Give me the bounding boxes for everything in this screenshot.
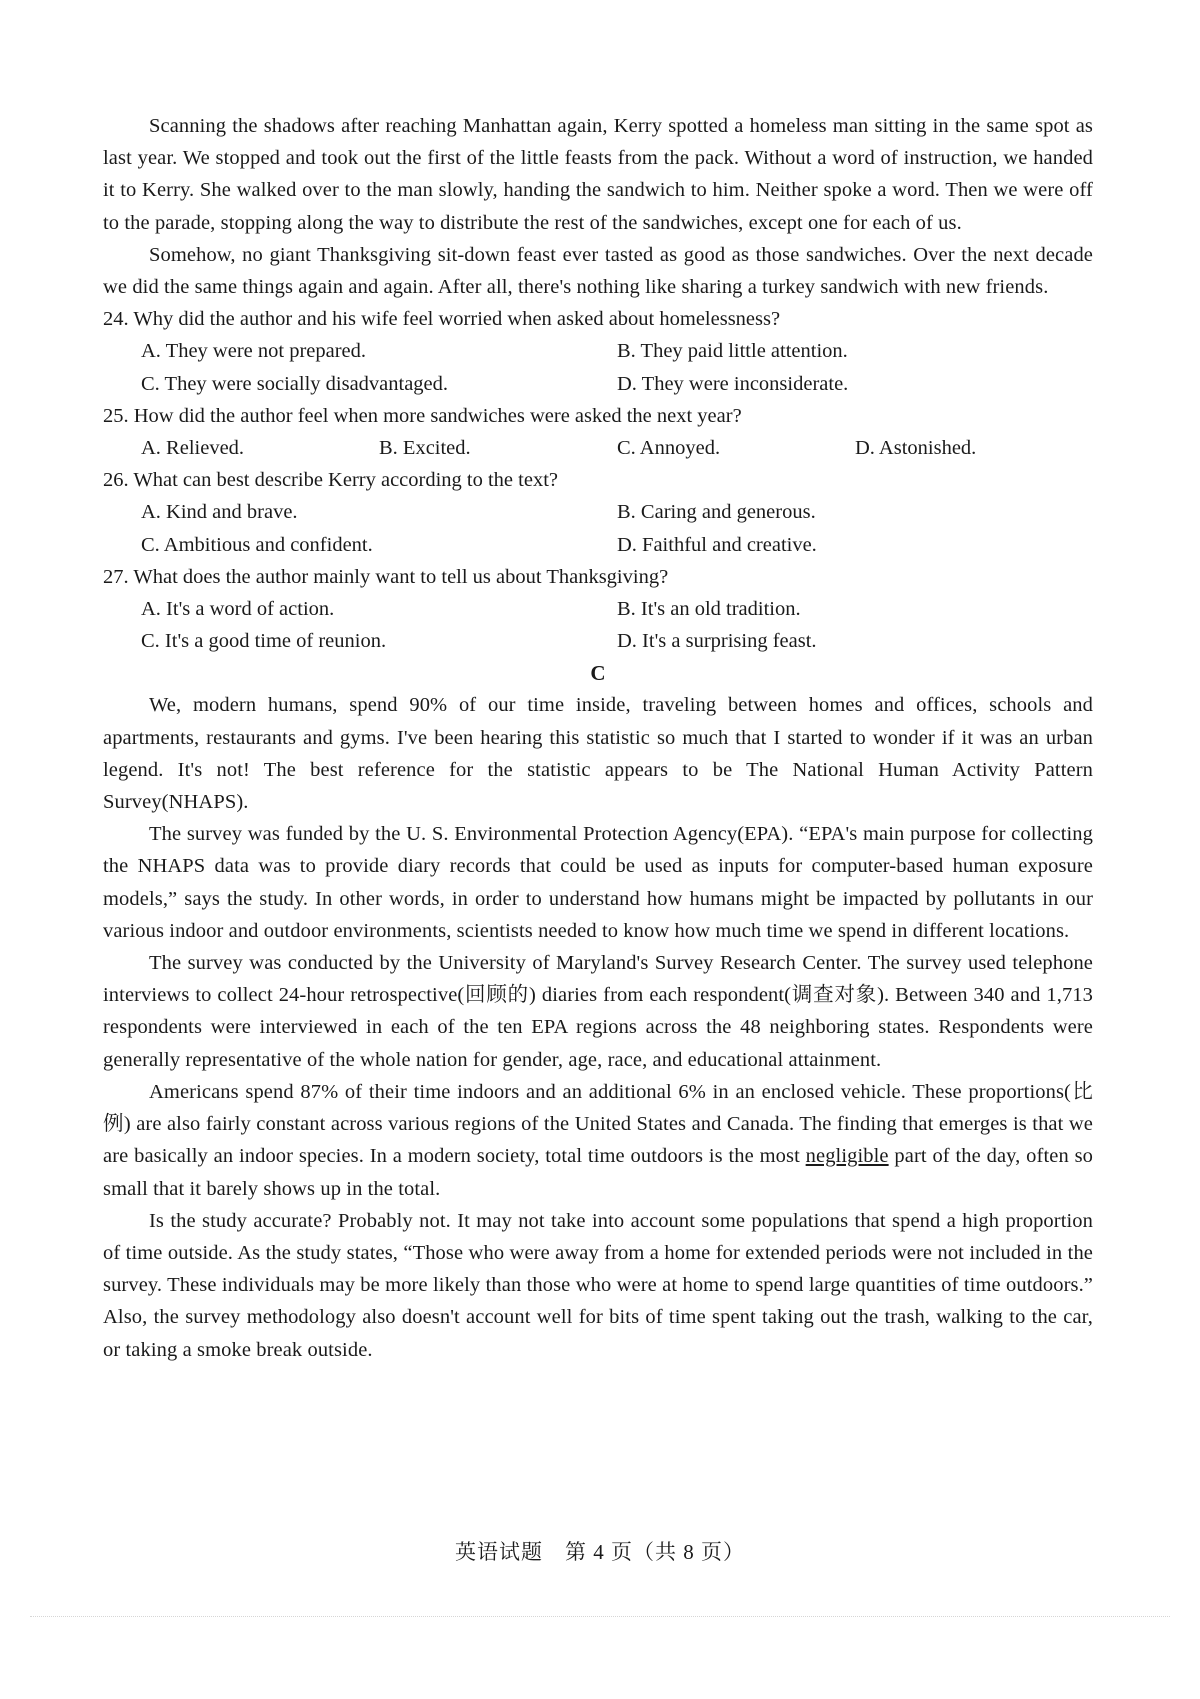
option-list	[103, 335, 1093, 399]
option-b: B. Excited.	[379, 437, 471, 460]
option-d: D. They were inconsiderate.	[617, 372, 849, 395]
question-stem: 25. How did the author feel when more sandwiches were asked the next year?	[103, 404, 742, 427]
option-a: A. Kind and brave.	[141, 501, 298, 524]
option-b: B. Caring and generous.	[617, 501, 816, 524]
option-a: A. It's a word of action.	[141, 598, 335, 621]
question-27	[103, 561, 1093, 658]
option-list	[103, 432, 1093, 464]
question-stem: 24. Why did the author and his wife feel worried when asked about homelessness?	[103, 308, 781, 331]
passage-b-paragraph-1: Scanning the shadows after reaching Manhattan again, Kerry spotted a homeless man sitting in the same spot as last year. We stopped and took out the first of the little feasts from the pack. Without a word of instruction, we handed it to Kerry. She walked over to the man slowly, handing the sandwich to him. Neither spoke a word. Then we were off to the parade, stopping along the way to distribute the rest of the sandwiches, except one for each of us.	[103, 115, 1093, 234]
scan-divider	[30, 1616, 1170, 1617]
option-c: C. Ambitious and confident.	[141, 533, 373, 556]
underlined-word: negligible	[805, 1145, 889, 1168]
option-c: C. It's a good time of reunion.	[141, 630, 387, 653]
page-footer: 英语试题 第 4 页（共 8 页）	[455, 1540, 745, 1564]
paragraph-text: part of the day, often so small that it barely shows up in the total.	[103, 1145, 1093, 1200]
option-d: D. Faithful and creative.	[617, 533, 817, 556]
page-content	[103, 110, 1093, 1366]
option-b: B. They paid little attention.	[617, 340, 848, 363]
option-b: B. It's an old tradition.	[617, 598, 801, 621]
option-d: D. It's a surprising feast.	[617, 630, 817, 653]
question-24	[103, 303, 1093, 400]
passage-b-paragraph-2: Somehow, no giant Thanksgiving sit-down feast ever tasted as good as those sandwiches. Over the next decade we did the same things again and again. After all, there's nothing like sharing a turkey sandwich with new friends.	[103, 243, 1093, 299]
passage-c-paragraph-5: Is the study accurate? Probably not. It may not take into account some populations that spend a high proportion of time outside. As the study states, “Those who were away from a home for extended periods were not included in the survey. These individuals may be more likely than those who were at home to spend large quantities of time outdoors.” Also, the survey methodology also doesn't account well for bits of time spent taking out the trash, walking to the car, or taking a smoke break outside.	[103, 1209, 1093, 1361]
option-c: C. They were socially disadvantaged.	[141, 372, 449, 395]
option-c: C. Annoyed.	[617, 437, 721, 460]
passage-c-paragraph-1: We, modern humans, spend 90% of our time inside, traveling between homes and offices, schools and apartments, restaurants and gyms. I've been hearing this statistic so much that I started to wonder if it was an urban legend. It's not! The best reference for the statistic appears to be The National Human Activity Pattern Survey(NHAPS).	[103, 694, 1093, 814]
passage-c-paragraph-4	[103, 1076, 1093, 1205]
paragraph-text: Americans spend 87% of their time indoors and an additional 6% in an enclosed vehicle. These proportions(比例) are also fairly constant across various regions of the United States and Canada. The finding that emerges is that we are basically an indoor species. In a modern society, total time outdoors is the most	[103, 1080, 1093, 1168]
option-a: A. They were not prepared.	[141, 340, 367, 363]
option-d: D. Astonished.	[855, 437, 977, 460]
section-title-c: C	[590, 661, 606, 686]
option-a: A. Relieved.	[141, 437, 245, 460]
question-26	[103, 464, 1093, 561]
option-list	[103, 496, 1093, 560]
passage-c-paragraph-2: The survey was funded by the U. S. Environmental Protection Agency(EPA). “EPA's main purpose for collecting the NHAPS data was to provide diary records that could be used as inputs for computer-based human exposure models,” says the study. In other words, in order to understand how humans might be impacted by pollutants in our various indoor and outdoor environments, scientists needed to know how much time we spend in different locations.	[103, 823, 1093, 942]
question-stem: 26. What can best describe Kerry according to the text?	[103, 469, 558, 492]
passage-c-paragraph-3: The survey was conducted by the University of Maryland's Survey Research Center. The survey used telephone interviews to collect 24-hour retrospective(回顾的) diaries from each respondent(调查对象). Between 340 and 1,713 respondents were interviewed in each of the ten EPA regions across the 48 neighboring states. Respondents were generally representative of the whole nation for gender, age, race, and educational attainment.	[103, 952, 1093, 1071]
question-25	[103, 400, 1093, 464]
option-list	[103, 593, 1093, 657]
question-stem: 27. What does the author mainly want to tell us about Thanksgiving?	[103, 565, 669, 588]
